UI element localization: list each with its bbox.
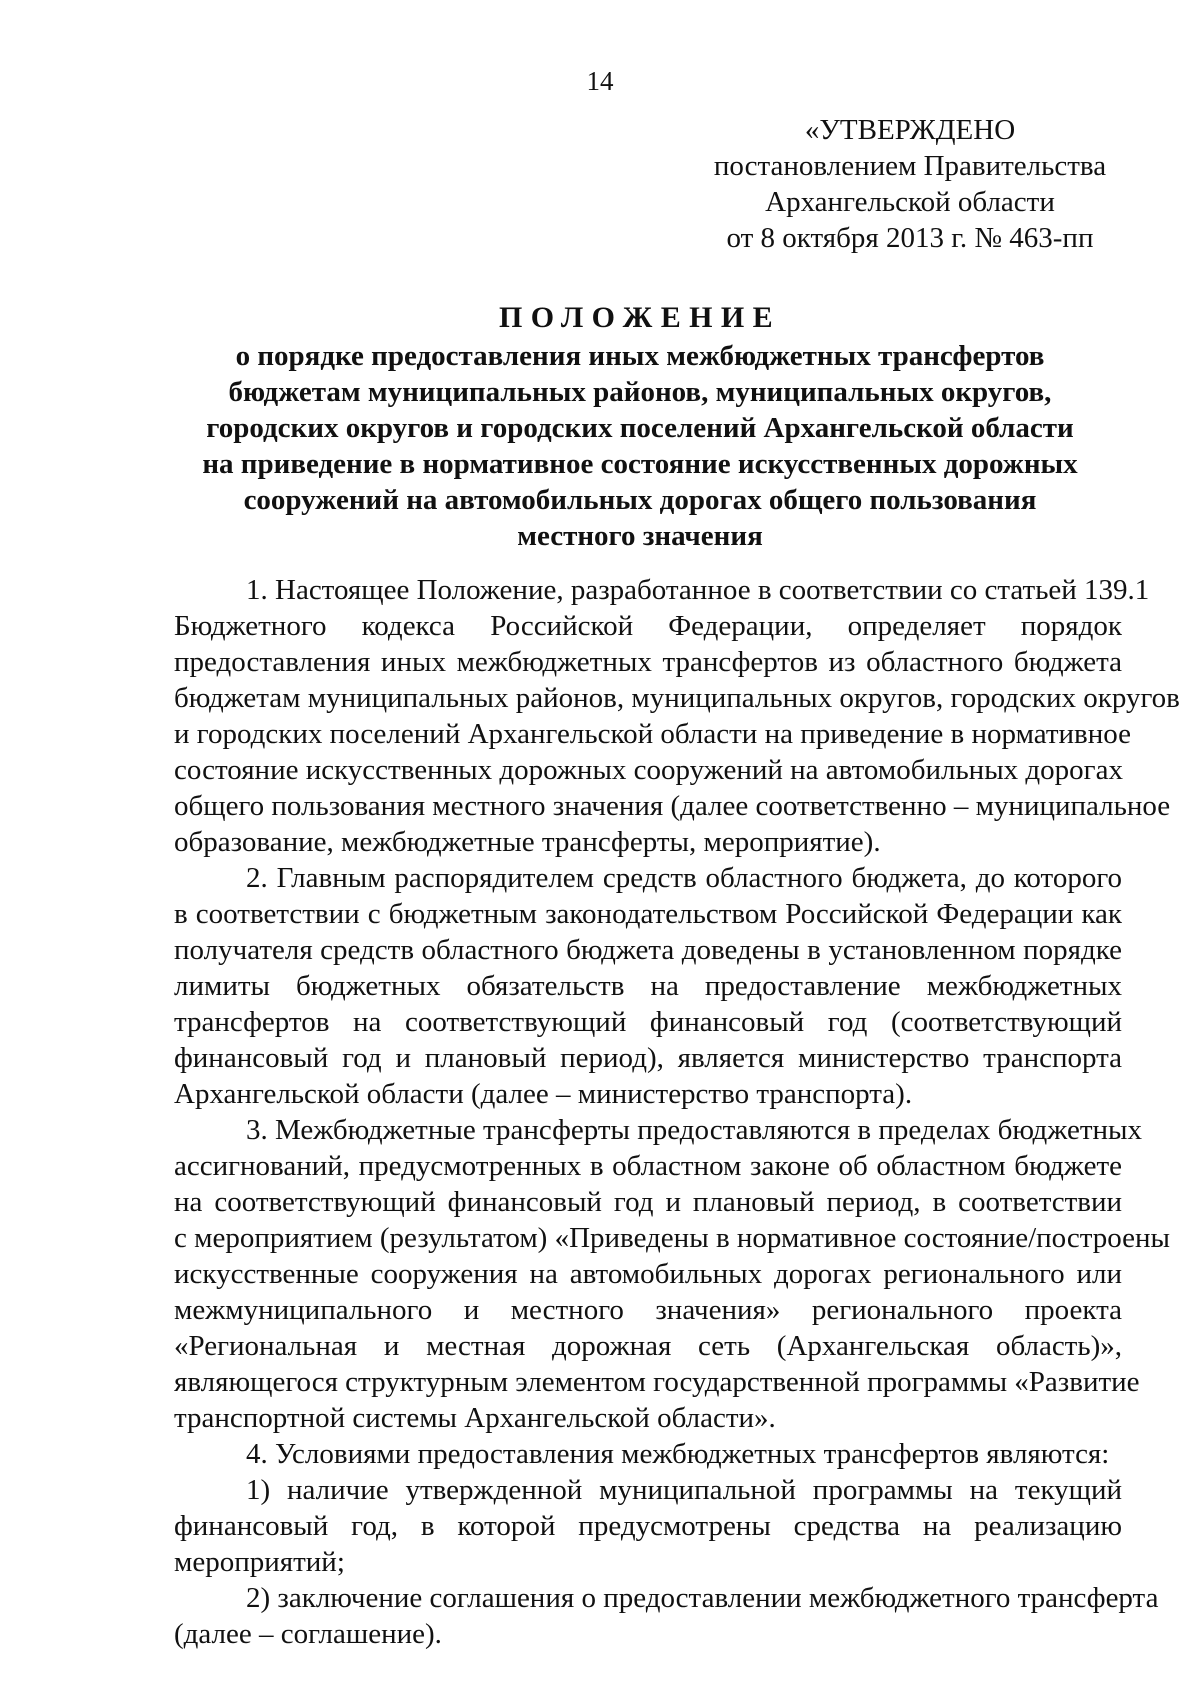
- paragraph-4: [174, 1436, 1122, 1472]
- document-body: [174, 572, 1180, 1652]
- title-line: местного значения: [517, 520, 763, 552]
- paragraph-line: Бюджетного кодекса Российской Федерации, определяет порядок: [174, 610, 1122, 642]
- title-line: бюджетам муниципальных районов, муниципальных округов,: [228, 376, 1052, 408]
- title-line: о порядке предоставления иных межбюджетных трансфертов: [235, 340, 1045, 372]
- paragraph-line: лимиты бюджетных обязательств на предоставление межбюджетных: [174, 970, 1122, 1002]
- document-title: [180, 300, 1100, 554]
- paragraph-3: [174, 1112, 1170, 1436]
- paragraph-line: 1) наличие утвержденной муниципальной программы на текущий: [246, 1474, 1122, 1506]
- paragraph-line: бюджетам муниципальных районов, муниципальных округов, городских округов: [174, 682, 1180, 714]
- paragraph-line: Архангельской области (далее – министерство транспорта).: [174, 1078, 913, 1110]
- paragraph-4-item-1: [174, 1472, 1122, 1580]
- paragraph-line: 2) заключение соглашения о предоставлении межбюджетного трансферта: [246, 1582, 1159, 1614]
- paragraph-line: искусственные сооружения на автомобильных дорогах регионального или: [174, 1258, 1122, 1290]
- paragraph-line: финансовый год, в которой предусмотрены средства на реализацию: [174, 1510, 1122, 1542]
- paragraph-line: 3. Межбюджетные трансферты предоставляются в пределах бюджетных: [246, 1114, 1143, 1146]
- paragraph-line: на соответствующий финансовый год и плановый период, в соответствии: [174, 1186, 1122, 1218]
- paragraph-line: с мероприятием (результатом) «Приведены в нормативное состояние/построены: [174, 1222, 1170, 1254]
- paragraph-line: финансовый год и плановый период), является министерство транспорта: [174, 1042, 1122, 1074]
- paragraph-line: (далее – соглашение).: [174, 1618, 442, 1650]
- title-line: сооружений на автомобильных дорогах общего пользования: [243, 484, 1037, 516]
- paragraph-line: 1. Настоящее Положение, разработанное в соответствии со статьей 139.1: [246, 574, 1150, 606]
- approval-line: «УТВЕРЖДЕНО: [804, 114, 1016, 146]
- title-line: на приведение в нормативное состояние искусственных дорожных: [202, 448, 1078, 480]
- paragraph-2: [174, 860, 1122, 1112]
- paragraph-line: общего пользования местного значения (далее соответственно – муниципальное: [174, 790, 1171, 822]
- paragraph-line: образование, межбюджетные трансферты, мероприятие).: [174, 826, 881, 858]
- title-heading: ПОЛОЖЕНИЕ: [498, 301, 782, 334]
- paragraph-line: «Региональная и местная дорожная сеть (Архангельская область)»,: [174, 1330, 1122, 1362]
- paragraph-line: 4. Условиями предоставления межбюджетных трансфертов являются:: [246, 1438, 1110, 1470]
- paragraph-line: мероприятий;: [174, 1546, 345, 1578]
- title-line: городских округов и городских поселений Архангельской области: [206, 412, 1074, 444]
- paragraph-line: трансфертов на соответствующий финансовый год (соответствующий: [174, 1006, 1122, 1038]
- paragraph-line: 2. Главным распорядителем средств областного бюджета, до которого: [246, 862, 1122, 894]
- page-number: 14: [586, 66, 614, 96]
- approval-line: Архангельской области: [765, 186, 1055, 218]
- paragraph-line: в соответствии с бюджетным законодательством Российской Федерации как: [174, 898, 1122, 930]
- approval-line: от 8 октября 2013 г. № 463-пп: [726, 222, 1094, 254]
- paragraph-line: ассигнований, предусмотренных в областном законе об областном бюджете: [174, 1150, 1122, 1182]
- paragraph-line: межмуниципального и местного значения» регионального проекта: [174, 1294, 1122, 1326]
- paragraph-line: транспортной системы Архангельской области».: [174, 1402, 776, 1434]
- approval-stamp: [700, 112, 1120, 256]
- approval-line: постановлением Правительства: [713, 150, 1107, 182]
- paragraph-1: [174, 572, 1180, 860]
- paragraph-line: получателя средств областного бюджета доведены в установленном порядке: [174, 934, 1122, 966]
- paragraph-line: являющегося структурным элементом государственной программы «Развитие: [174, 1366, 1140, 1398]
- paragraph-4-item-2: [174, 1580, 1159, 1652]
- paragraph-line: предоставления иных межбюджетных трансфертов из областного бюджета: [174, 646, 1122, 678]
- paragraph-line: и городских поселений Архангельской области на приведение в нормативное: [174, 718, 1131, 750]
- paragraph-line: состояние искусственных дорожных сооружений на автомобильных дорогах: [174, 754, 1123, 786]
